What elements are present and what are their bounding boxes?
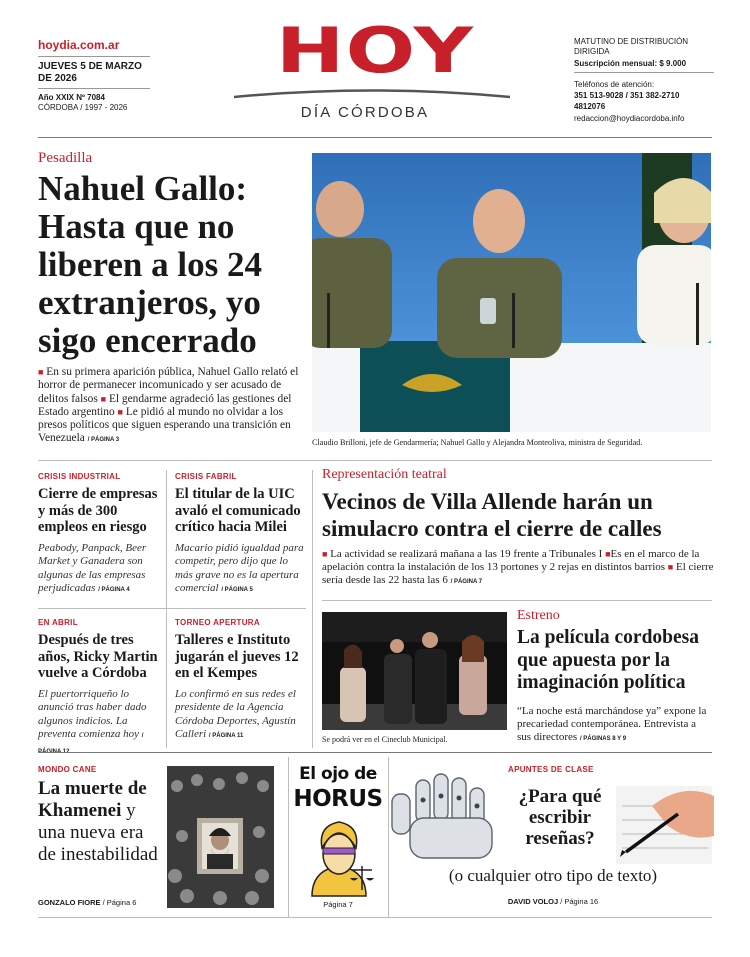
column-subhead: (o cualquier otro tipo de texto) — [448, 866, 658, 885]
contact-email[interactable]: redaccion@hoydiacordoba.info — [574, 114, 685, 123]
distribution-note: MATUTINO DE DISTRIBUCIÓN DIRIGIDA — [574, 37, 689, 56]
brief-1-text: Peabody, Panpack, Beer Market y Ganadera son algunas de las empresas perjudicadas — [38, 541, 147, 594]
brief-2-kicker: CRISIS FABRIL — [175, 472, 237, 481]
brief-fabril[interactable] — [175, 472, 305, 598]
writing-hand-illustration — [612, 776, 714, 866]
logo-swoosh — [232, 86, 512, 100]
brief-1-kicker: CRISIS INDUSTRIAL — [38, 472, 121, 481]
film-summary — [517, 705, 712, 746]
brief-4-text: Lo confirmó en sus redes el presidente de la Agencia Córdoba Deportes, Agustín Calleri — [175, 687, 296, 740]
lead-photo — [312, 153, 711, 432]
brief-4-headline: Talleres e Instituto jugarán el jueves 12 en el Kempes — [175, 632, 299, 681]
brief-2-headline: El titular de la UIC avaló el comunicado crítico hacia Milei — [175, 486, 301, 535]
film-photo — [322, 612, 507, 730]
brief-2-page-ref[interactable]: / PÁGINA 5 — [221, 587, 253, 593]
opinion-byline — [38, 898, 136, 907]
brief-football[interactable] — [175, 618, 305, 744]
brief-1-headline: Cierre de empresas y más de 300 empleos en riesgo — [38, 486, 158, 535]
film-photo-caption: Se podrá ver en el Cineclub Municipal. — [322, 735, 448, 744]
film-text: “La noche está marchándose ya” expone la precariedad contemporánea. Entrevista a sus directores — [517, 705, 707, 743]
theatre-summary: ■ La actividad se realizará mañana a las 19 frente a Tribunales I ■Es en el marco de la apelación contra la instalación de los 13 portones y 2 rejas en distintos barrios ■ El cierre sería desde las 22 hasta las 6 / PÁGINA 7 — [322, 548, 714, 586]
opinion-page-ref[interactable]: / Página 6 — [102, 898, 137, 907]
lead-bullet-2: El gendarme agradeció las gestiones del Estado argentino — [38, 392, 292, 418]
masthead — [0, 0, 750, 130]
lead-headline[interactable]: Nahuel Gallo: Hasta que no liberen a los 24 extranjeros, yo sigo encerrado — [38, 169, 262, 360]
brief-1-page-ref[interactable]: / PÁGINA 4 — [98, 587, 130, 593]
website-link[interactable]: hoydia.com.ar — [38, 38, 120, 52]
film-headline[interactable]: La película cordobesa que apuesta por la imaginación política — [517, 627, 700, 693]
brief-4-page-ref[interactable]: / PÁGINA 11 — [208, 733, 244, 739]
issue-date: JUEVES 5 DE MARZO DE 2026 — [38, 61, 142, 84]
lead-photo-caption: Claudio Brilloni, jefe de Gendarmería; Nahuel Gallo y Alejandra Monteoliva, ministra de Seguridad. — [312, 438, 643, 447]
brief-3-text: El puertorriqueño lo anunció tras haber dado algunos indicios. La preventa comienza hoy — [38, 687, 147, 740]
column-headline[interactable]: ¿Para qué escribir reseñas? — [518, 786, 602, 849]
horus-justice-icon — [302, 818, 376, 898]
film-page-ref[interactable]: / PÁGINAS 8 Y 9 — [579, 736, 627, 742]
opinion-headline[interactable] — [38, 778, 166, 866]
column-kicker: APUNTES DE CLASE — [508, 765, 594, 774]
opinion-headline-light: y una nueva era de inestabilidad — [38, 800, 158, 865]
brief-4-kicker: TORNEO APERTURA — [175, 618, 260, 627]
phones-label: Teléfonos de atención: — [574, 80, 655, 89]
horus-title-1[interactable]: El ojo de — [299, 764, 377, 784]
subscription-price: Suscripción mensual: $ 9.000 — [574, 59, 687, 68]
phone-numbers: 351 513-9028 / 351 382-2710 — [574, 91, 680, 100]
theatre-kicker: Representación teatral — [322, 467, 447, 482]
lead-bullet-3: Le pidió al mundo no olvidar a los presos políticos que siguen esperando una transición en Venezuela — [38, 405, 291, 445]
newspaper-logo[interactable]: HOY — [275, 14, 475, 87]
edition-number: Año XXIX Nº 7084 — [38, 93, 105, 102]
column-page-ref[interactable]: / Página 16 — [560, 897, 599, 906]
brief-3-kicker: EN ABRIL — [38, 618, 78, 627]
khamenei-photo — [167, 766, 274, 908]
opinion-author: GONZALO FIORE — [38, 898, 101, 907]
theatre-bullet-2: Es en el marco de la apelación contra la instalación de los 13 portones y 2 rejas en distintos barrios — [322, 548, 700, 573]
theatre-bullet-1: La actividad se realizará mañana a las 19 frente a Tribunales I — [330, 548, 603, 560]
lead-kicker: Pesadilla — [38, 150, 93, 166]
column-byline — [390, 897, 716, 906]
film-kicker: Estreno — [517, 608, 560, 623]
lead-summary: ■ En su primera aparición pública, Nahuel Gallo relató el horror de permanecer incomunicado y ser acusado de delitos falsos ■ El gendarme agradeció las gestiones del Estado argentino ■ Le pidió al mundo no olvidar a los presos políticos que siguen esperando una transición en Venezuela / PÁGINA 3 — [38, 366, 299, 445]
robot-hand-illustration — [390, 766, 510, 864]
phone-number-2: 4812076 — [574, 102, 606, 111]
column-author: DAVID VOLOJ — [507, 897, 559, 906]
brief-industrial[interactable] — [38, 472, 160, 598]
brief-2-text: Macario pidió igualdad para competir, pero dijo que lo más grave no es la apertura comercial — [175, 541, 304, 594]
opinion-headline-bold: La muerte de Khamenei — [38, 778, 147, 821]
lead-bullet-1: En su primera aparición pública, Nahuel Gallo relató el horror de permanecer incomunicado y ser acusado de delitos falsos — [38, 366, 299, 405]
logo-subtitle: DÍA CÓRDOBA — [300, 104, 430, 121]
brief-3-page-ref[interactable]: / — [141, 733, 144, 739]
opinion-kicker: MONDO CANE — [38, 765, 97, 774]
theatre-bullet-3: El cierre sería desde las 22 hasta las 6 — [322, 561, 714, 586]
lead-page-ref[interactable]: / PÁGINA 3 — [87, 437, 120, 444]
place-years: CÓRDOBA / 1997 - 2026 — [38, 103, 128, 112]
brief-ricky-martin[interactable] — [38, 618, 160, 759]
horus-title-2: HORUS — [293, 786, 383, 812]
brief-3-headline: Después de tres años, Ricky Martin vuelve a Córdoba — [38, 632, 158, 681]
theatre-page-ref[interactable]: / PÁGINA 7 — [450, 579, 483, 585]
theatre-headline[interactable]: Vecinos de Villa Allende harán un simulacro contra el cierre de calles — [322, 489, 662, 541]
horus-page-ref[interactable]: Página 7 — [323, 900, 353, 909]
